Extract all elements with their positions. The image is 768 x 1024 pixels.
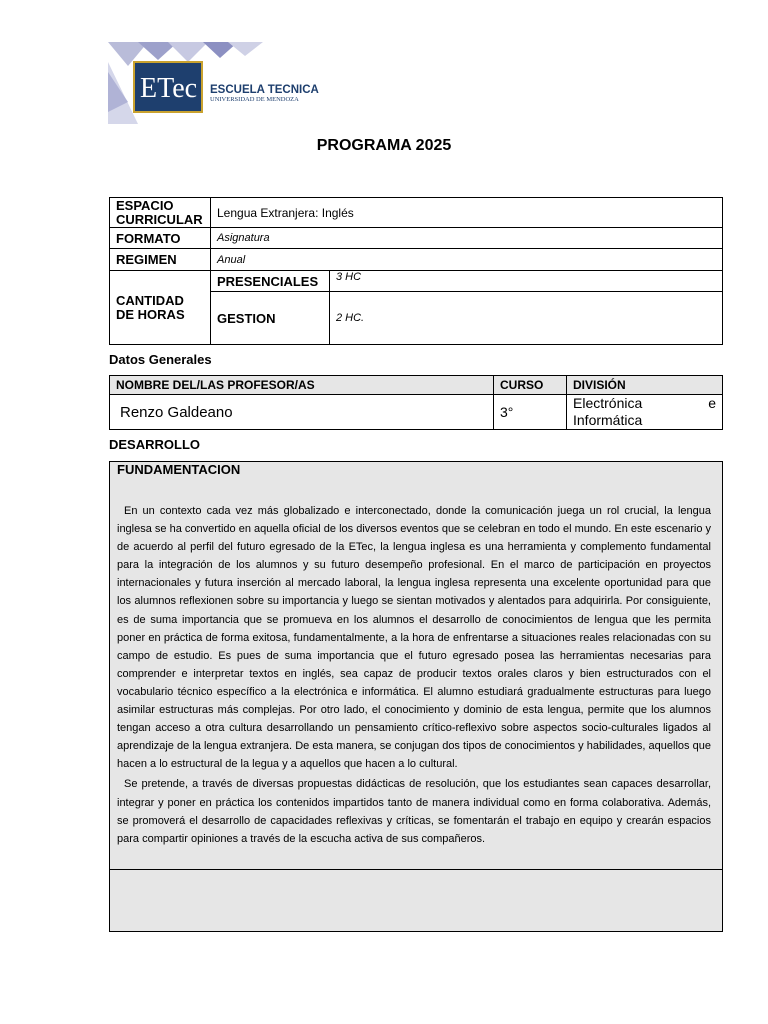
formato-label: FORMATO <box>110 228 211 249</box>
page-title: PROGRAMA 2025 <box>316 137 452 154</box>
gestion-value: 2 HC. <box>330 292 723 345</box>
gestion-label: GESTION <box>211 292 330 345</box>
curso-value: 3° <box>494 395 567 430</box>
presenciales-value: 3 HC <box>330 271 723 292</box>
etec-logo <box>108 42 340 124</box>
horas-label: CANTIDAD DE HORAS <box>110 271 211 345</box>
logo-name: ESCUELA TECNICA <box>210 84 319 96</box>
desarrollo-heading: DESARROLLO <box>109 437 200 452</box>
datos-generales-table <box>109 375 723 430</box>
curriculum-info-table <box>109 197 723 345</box>
division-value: Electrónica e Informática <box>567 395 723 430</box>
formato-value: Asignatura <box>211 228 723 249</box>
fundamentacion-title: FUNDAMENTACION <box>117 462 241 477</box>
fundamentacion-text <box>117 502 711 848</box>
col-division-header: DIVISIÓN <box>567 376 723 395</box>
regimen-label: REGIMEN <box>110 249 211 271</box>
section-divider <box>110 869 722 870</box>
presenciales-label: PRESENCIALES <box>211 271 330 292</box>
datos-generales-heading: Datos Generales <box>109 352 212 367</box>
espacio-value: Lengua Extranjera: Inglés <box>211 198 723 228</box>
regimen-value: Anual <box>211 249 723 271</box>
col-profesor-header: NOMBRE DEL/LAS PROFESOR/AS <box>110 376 494 395</box>
paragraph: En un contexto cada vez más globalizado e interconectado, donde la comunicación juega un rol crucial, la lengua inglesa se ha convertido en aquella oficial de los diversos eventos que se celebran en todo el mundo. En este escenario y de acuerdo al perfil del futuro egresado de la ETec, la lengua inglesa es una herramienta y complemento fundamental para la integración de los alumnos y su futuro desempeño profesional. En el marco de participación en proyectos internacionales y futura inserción al mercado laboral, la lengua inglesa representa una excelente oportunidad para que los alumnos reflexionen sobre su importancia y luego se sientan motivados y alentados para adquirirla. Por consiguiente, es de suma importancia que se promueva en los alumnos el desarrollo de conocimientos de lengua que les permita poner en práctica de forma exitosa, fundamentalmente, a la hora de enfrentarse a situaciones reales relacionadas con su campo de estudio. Es pues de suma importancia que el futuro egresado posea las herramientas necesarias para comprender e interpretar textos en inglés, sea capaz de producir textos orales claros y bien estructurados con el vocabulario técnico específico a la electrónica e informática. El alumno estudiará gradualmente estructuras para luego asimilar estructuras más complejas. Por otro lado, el conocimiento y dominio de esta lengua, permite que los alumnos tengan acceso a otra cultura desarrollando un pensamiento crítico-reflexivo sobre aspectos socio-culturales ligados al aprendizaje de la lengua extranjera. De esta manera, se conjugan dos tipos de conocimientos y habilidades, aquellos que hacen a lo estructural de la legua y a aquellos que hacen a lo cultural. <box>117 505 711 771</box>
espacio-label: ESPACIO CURRICULAR <box>110 198 211 228</box>
logo-subtitle: UNIVERSIDAD DE MENDOZA <box>210 96 299 103</box>
logo-mark: ETec <box>140 73 198 104</box>
fundamentacion-section <box>109 461 723 932</box>
paragraph: Se pretende, a través de diversas propuestas didácticas de resolución, que los estudiantes sean capaces desarrollar, integrar y poner en práctica los contenidos impartidos tanto de manera individual como en forma colaborativa. Además, se promoverá el desarrollo de capacidades reflexivas y críticas, se fomentarán el trabajo en equipo y crearán espacios para compartir opiniones a través de la escucha activa de sus compañeros. <box>117 778 711 845</box>
col-curso-header: CURSO <box>494 376 567 395</box>
profesor-name: Renzo Galdeano <box>110 395 494 430</box>
